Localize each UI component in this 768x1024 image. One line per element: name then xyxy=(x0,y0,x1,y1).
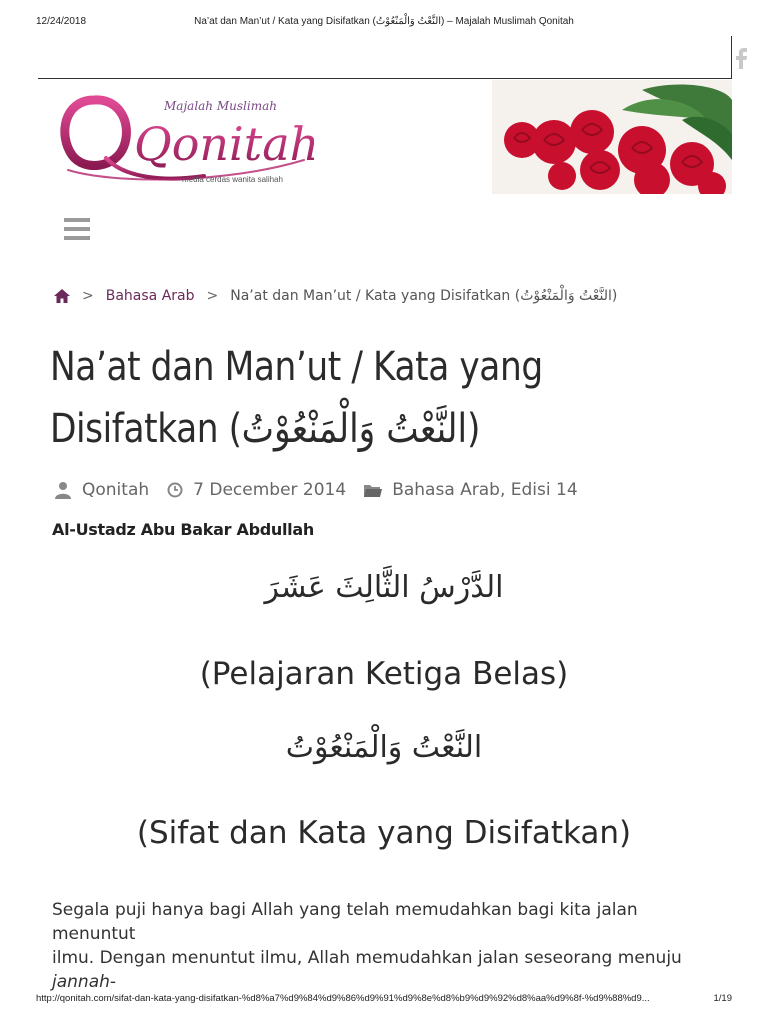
user-icon xyxy=(54,481,72,499)
site-logo[interactable] xyxy=(54,80,314,190)
arabic-lesson-heading: الدَّرْسُ الثَّالِثَ عَشَرَ xyxy=(264,570,504,605)
logo-wordmark: Qonitah xyxy=(134,117,314,171)
post-meta xyxy=(54,480,596,500)
print-page-number: 1/19 xyxy=(713,993,732,1004)
folder-icon xyxy=(364,483,382,497)
roses-banner-image xyxy=(492,80,732,194)
breadcrumb-separator: > xyxy=(206,288,219,304)
post-title xyxy=(50,336,583,460)
article-body-paragraph xyxy=(52,898,702,994)
breadcrumb-category-link[interactable]: Bahasa Arab xyxy=(105,288,195,304)
body-line-1: Segala puji hanya bagi Allah yang telah memudahkan bagi kita jalan menuntut xyxy=(52,900,638,944)
article-byline: Al-Ustadz Abu Bakar Abdullah xyxy=(52,520,314,539)
logo-tagline: media cerdas wanita salihah xyxy=(182,175,283,184)
arabic-lesson-subheading: النَّعْتُ وَالْمَنْعُوْتُ xyxy=(285,730,483,765)
print-url: http://qonitah.com/sifat-dan-kata-yang-disifatkan-%d8%a7%d9%84%d9%86%d9%91%d9%8e%d8%b9%d9%92%d8%aa%d9%8f-%d9%88%d9... xyxy=(36,993,650,1004)
body-line-2: ilmu. Dengan menuntut ilmu, Allah memudahkan jalan seseorang menuju xyxy=(52,948,682,968)
breadcrumb-separator: > xyxy=(82,288,94,304)
body-emphasis: jannah xyxy=(52,972,110,992)
post-title-line-1: Na’at dan Man’ut / Kata yang xyxy=(50,344,543,390)
lesson-subheading-translation: (Sifat dan Kata yang Disifatkan) xyxy=(136,815,632,851)
facebook-icon[interactable] xyxy=(729,44,755,70)
post-categories-link[interactable]: Bahasa Arab, Edisi 14 xyxy=(392,480,578,500)
breadcrumb-current: Na’at dan Man’ut / Kata yang Disifatkan (النَّعْتُ وَالْمَنْعُوْتُ) xyxy=(230,288,618,304)
home-icon[interactable] xyxy=(54,289,70,303)
lesson-heading-translation: (Pelajaran Ketiga Belas) xyxy=(199,656,569,692)
logo-top-text: Majalah Muslimah xyxy=(164,99,277,113)
clock-icon xyxy=(167,482,183,498)
body-tail: - xyxy=(109,972,117,992)
print-page-title: Na’at dan Man’ut / Kata yang Disifatkan (النَّعْتُ وَالْمَنْعُوْتُ) – Majalah Muslimah Qonitah xyxy=(194,16,574,27)
print-date: 12/24/2018 xyxy=(36,16,87,27)
hamburger-menu-icon[interactable] xyxy=(64,218,90,244)
qonitah-logo-graphic xyxy=(54,80,314,190)
post-title-line-2: Disifatkan (النَّعْتُ وَالْمَنْعُوْتُ) xyxy=(50,406,480,452)
breadcrumb xyxy=(54,288,617,304)
post-author-link[interactable]: Qonitah xyxy=(82,480,150,500)
post-date: 7 December 2014 xyxy=(193,480,347,500)
print-footer xyxy=(36,993,732,1009)
top-bar xyxy=(38,36,732,79)
print-header xyxy=(36,16,732,32)
